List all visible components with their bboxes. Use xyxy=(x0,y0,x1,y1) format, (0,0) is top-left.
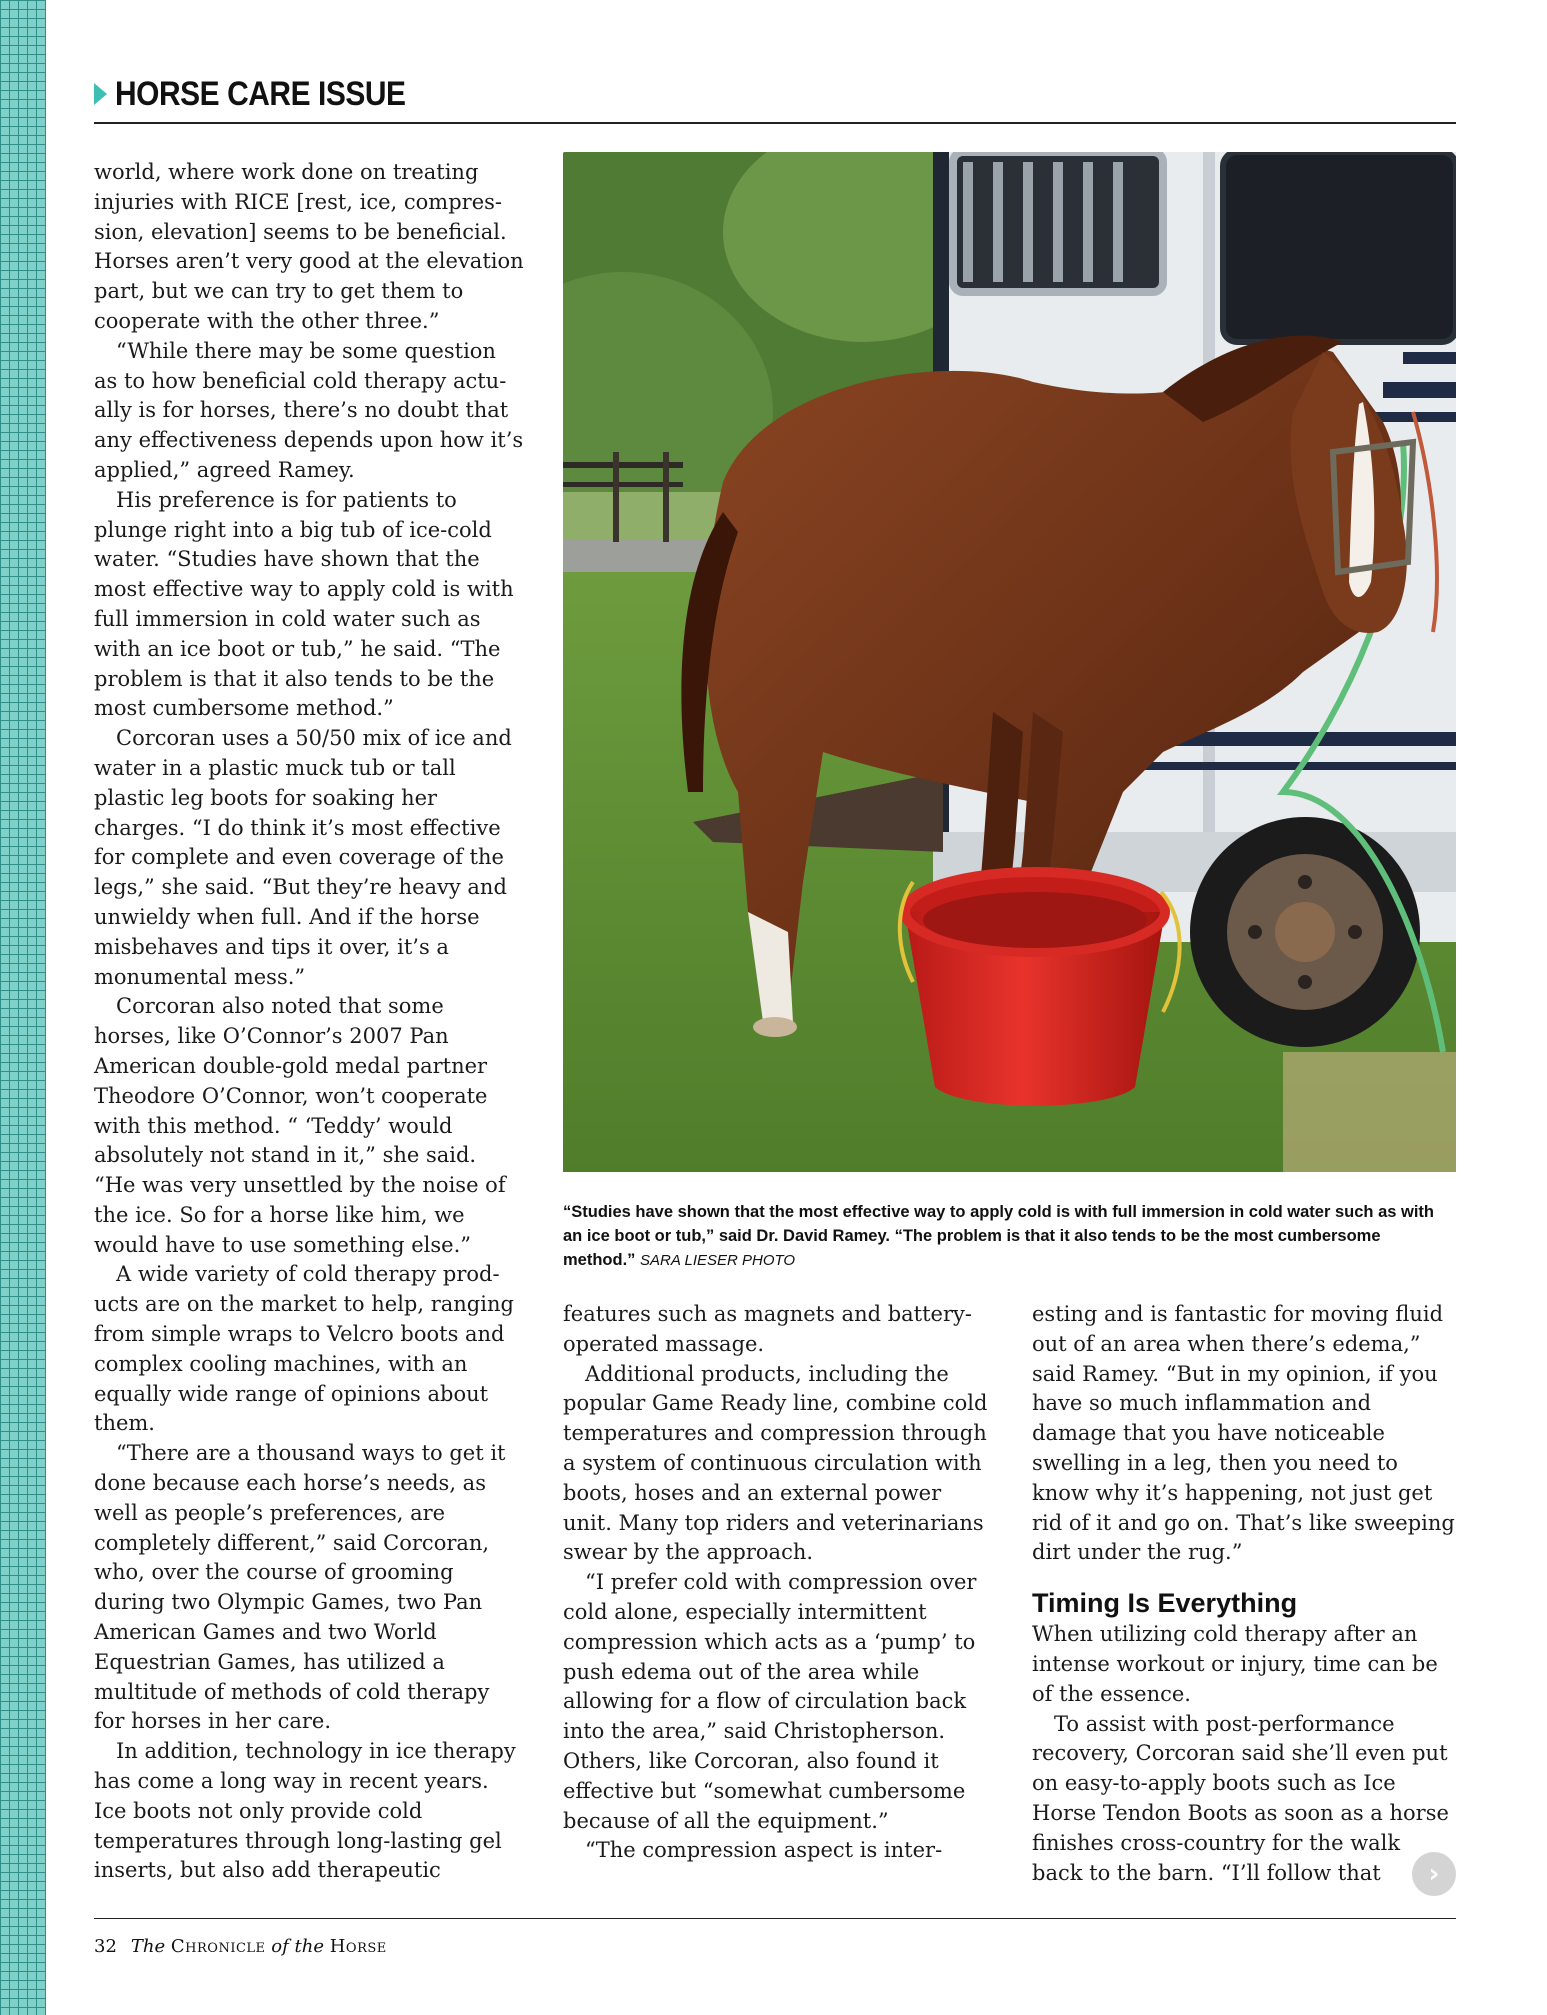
horse-in-bucket-illustration xyxy=(563,152,1456,1172)
photo-caption xyxy=(563,1200,1456,1273)
article-column-3 xyxy=(1032,1300,1456,1888)
paragraph: His preference is for patients to plunge right into a big tub of ice-cold water. “Studies have shown that the most effective way to apply cold is with full immersion in cold water such as with an ice boot or tub,” he said. “The problem is that it also tends to be the most cumbersome method.” xyxy=(94,487,514,721)
paragraph: In addition, technology in ice therapy has come a long way in recent years. Ice boots not only provide cold temperatures through long-lasting gel inserts, but also add therapeutic xyxy=(94,1739,516,1883)
paragraph: world, where work done on treating injuries with RICE [rest, ice, compression, elevation] seems to be beneficial. Horses aren’t very good at the elevation part, but we can try to get them to cooperate with the other three.” xyxy=(94,160,524,333)
paragraph: “The compression aspect is inter- xyxy=(585,1838,943,1863)
subheading: Timing Is Everything xyxy=(1032,1588,1298,1619)
paragraph: features such as magnets and battery-operated massage. xyxy=(563,1302,972,1356)
footer-rule xyxy=(94,1918,1456,1919)
paragraph: To assist with post-performance recovery, Corcoran said she’ll even put on easy-to-apply boots such as Ice Horse Tendon Boots as soon as a horse finishes cross-country for the walk back to the barn. “I’ll follow that xyxy=(1032,1711,1449,1885)
caption-text: “Studies have shown that the most effective way to apply cold is with full immersion in cold water such as with an ice boot or tub,” said Dr. David Ramey. “The problem is that it also tends to be the most cumbersome method.” xyxy=(563,1203,1435,1269)
chevron-right-icon: › xyxy=(1428,1859,1440,1889)
paragraph: When utilizing cold therapy after an intense workout or injury, time can be of the essence. xyxy=(1032,1622,1438,1706)
section-title: HORSE CARE ISSUE xyxy=(115,74,406,113)
page-footer xyxy=(94,1936,387,1957)
header-rule xyxy=(94,122,1456,124)
triangle-bullet-icon xyxy=(94,83,107,105)
next-page-button[interactable] xyxy=(1412,1852,1456,1896)
paragraph: Additional products, including the popular Game Ready line, combine cold temperatures and compression through a system of continuous circulation with boots, hoses and an external power unit. Many top riders and veterinarians swear by the approach. xyxy=(563,1361,988,1565)
paragraph: “While there may be some question as to how beneficial cold therapy actually is for horses, there’s no doubt that any effectiveness depends upon how it’s applied,” agreed Ramey. xyxy=(94,338,524,482)
paragraph: A wide variety of cold therapy products are on the market to help, ranging from simple wraps to Velcro boots and complex cooling machines, with an equally wide range of opinions about them. xyxy=(94,1262,514,1436)
paragraph: “I prefer cold with compression over cold alone, especially intermittent compression which acts as a ‘pump’ to push edema out of the area while allowing for a flow of circulation back into the area,” said Christopherson. Others, like Corcoran, also found it effective but “somewhat cumbersome because of all the equipment.” xyxy=(563,1570,977,1833)
paragraph: Corcoran also noted that some horses, like O’Connor’s 2007 Pan American double-gold medal partner Theodore O’Connor, won’t cooperate with this method. “ ‘Teddy’ would absolutely not stand in it,” she said. “He was very unsettled by the noise of the ice. So for a horse like him, we would have to use something else.” xyxy=(94,994,506,1257)
paragraph: esting and is fantastic for moving fluid out of an area when there’s edema,” said Ramey. “But in my opinion, if you have so much inflammation and damage that you have noticeable swelling in a leg, then you need to know why it’s happening, not just get rid of it and go on. That’s like sweeping dirt under the rug.” xyxy=(1032,1302,1455,1565)
section-header xyxy=(94,70,445,118)
article-column-2 xyxy=(563,1300,995,1866)
page-number: 32 xyxy=(94,1936,117,1957)
publication-name: The Chronicle of the Horse xyxy=(130,1936,387,1957)
paragraph: “There are a thousand ways to get it done because each horse’s needs, as well as people’s preferences, are completely different,” said Corcoran, who, over the course of grooming during two Olympic Games, two Pan American Games and two World Equestrian Games, has utilized a multitude of methods of cold therapy for horses in her care. xyxy=(94,1441,506,1734)
photo-credit: SARA LIESER PHOTO xyxy=(640,1252,796,1269)
decorative-grid-strip xyxy=(0,0,46,2015)
horse-photo xyxy=(563,152,1456,1172)
paragraph: Corcoran uses a 50/50 mix of ice and water in a plastic muck tub or tall plastic leg boots for soaking her charges. “I do think it’s most effective for complete and even coverage of the legs,” she said. “But they’re heavy and unwieldy when full. And if the horse misbehaves and tips it over, it’s a monumental mess.” xyxy=(94,726,512,989)
article-column-1 xyxy=(94,158,524,1886)
